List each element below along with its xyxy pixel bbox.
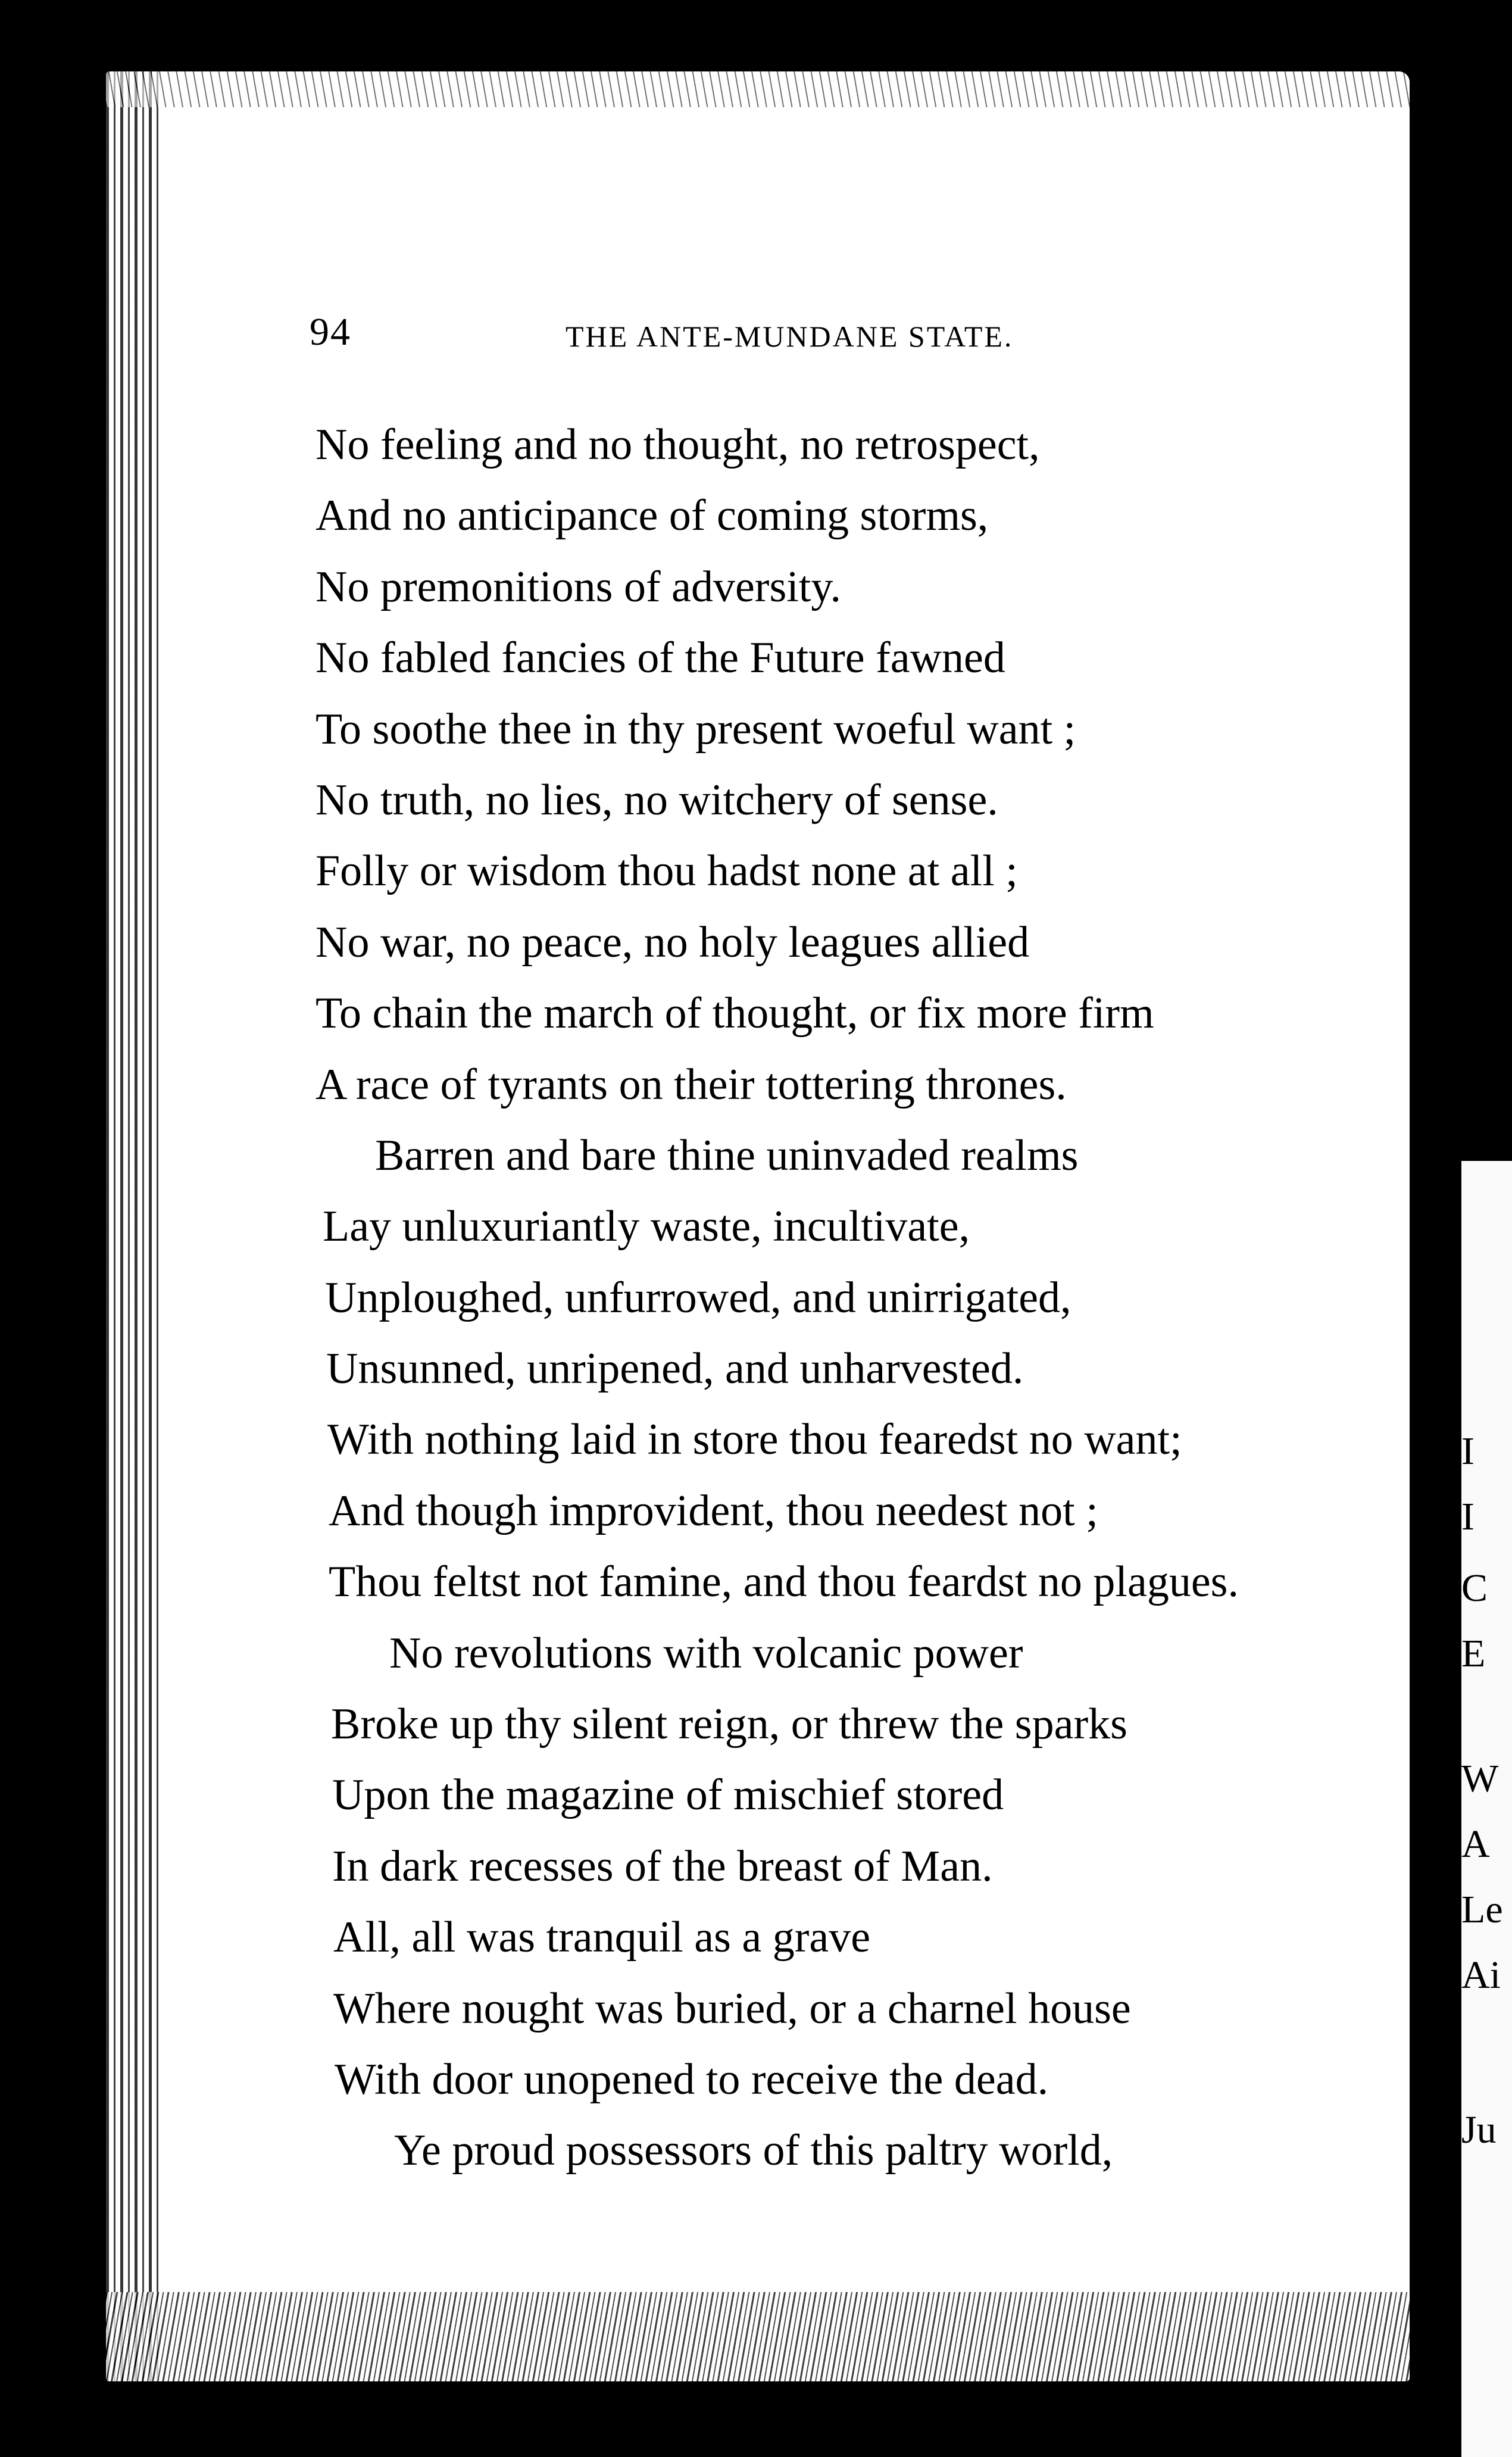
adjacent-fragment: E [1461, 1632, 1486, 1675]
page-header [310, 310, 1441, 363]
adjacent-fragment: A [1461, 1822, 1490, 1866]
poem-line: Unploughed, unfurrowed, and unirrigated, [325, 1273, 1071, 1322]
poem-line: To soothe thee in thy present woeful want ; [315, 704, 1076, 754]
adjacent-fragment: Le [1461, 1888, 1503, 1931]
binding-shadow [106, 71, 160, 2381]
poem-line: No feeling and no thought, no retrospect, [315, 420, 1040, 469]
scan-noise-top [106, 71, 1410, 107]
poem-line: No truth, no lies, no witchery of sense. [315, 775, 998, 825]
adjacent-fragment: W [1461, 1757, 1499, 1800]
adjacent-fragment: C [1461, 1566, 1488, 1610]
poem-line: Ye proud possessors of this paltry world, [394, 2126, 1113, 2175]
poem-line: To chain the march of thought, or fix more firm [315, 989, 1154, 1038]
adjacent-fragment: Ai [1461, 1953, 1501, 1997]
poem-line: And no anticipance of coming storms, [315, 491, 989, 541]
poem-line: Barren and bare thine uninvaded realms [375, 1131, 1079, 1180]
poem-line: Where nought was buried, or a charnel house [333, 1984, 1131, 2033]
adjacent-fragment: I [1461, 1495, 1474, 1538]
poem-line: No war, no peace, no holy leagues allied [315, 917, 1030, 967]
poem-line: A race of tyrants on their tottering thrones. [315, 1060, 1067, 1109]
adjacent-fragment: I [1461, 1429, 1474, 1473]
poem-line: Thou feltst not famine, and thou feardst no plagues. [329, 1557, 1239, 1607]
poem-line: With door unopened to receive the dead. [335, 2055, 1049, 2104]
poem-line: Broke up thy silent reign, or threw the sparks [331, 1700, 1127, 1749]
page-number: 94 [310, 310, 351, 354]
running-title: THE ANTE-MUNDANE STATE. [566, 320, 1014, 353]
poem-line: With nothing laid in store thou fearedst no want; [327, 1415, 1182, 1465]
poem-line: No premonitions of adversity. [315, 562, 842, 611]
poem-line: And though improvident, thou needest not ; [329, 1486, 1098, 1535]
poem-line: Folly or wisdom thou hadst none at all ; [315, 847, 1018, 896]
poem-line: Lay unluxuriantly waste, incultivate, [323, 1202, 970, 1251]
scan-noise-bottom [106, 2292, 1410, 2381]
adjacent-fragment: Ju [1461, 2108, 1497, 2152]
poem-line: All, all was tranquil as a grave [333, 1913, 871, 1962]
poem-line: Unsunned, unripened, and unharvested. [326, 1344, 1024, 1394]
poem-line: Upon the magazine of mischief stored [332, 1771, 1004, 1820]
poem-body [315, 410, 1447, 2187]
poem-line: No fabled fancies of the Future fawned [315, 633, 1005, 683]
poem-line: No revolutions with volcanic power [389, 1628, 1023, 1678]
adjacent-page-strip [1461, 1161, 1512, 2457]
poem-line: In dark recesses of the breast of Man. [332, 1841, 993, 1891]
